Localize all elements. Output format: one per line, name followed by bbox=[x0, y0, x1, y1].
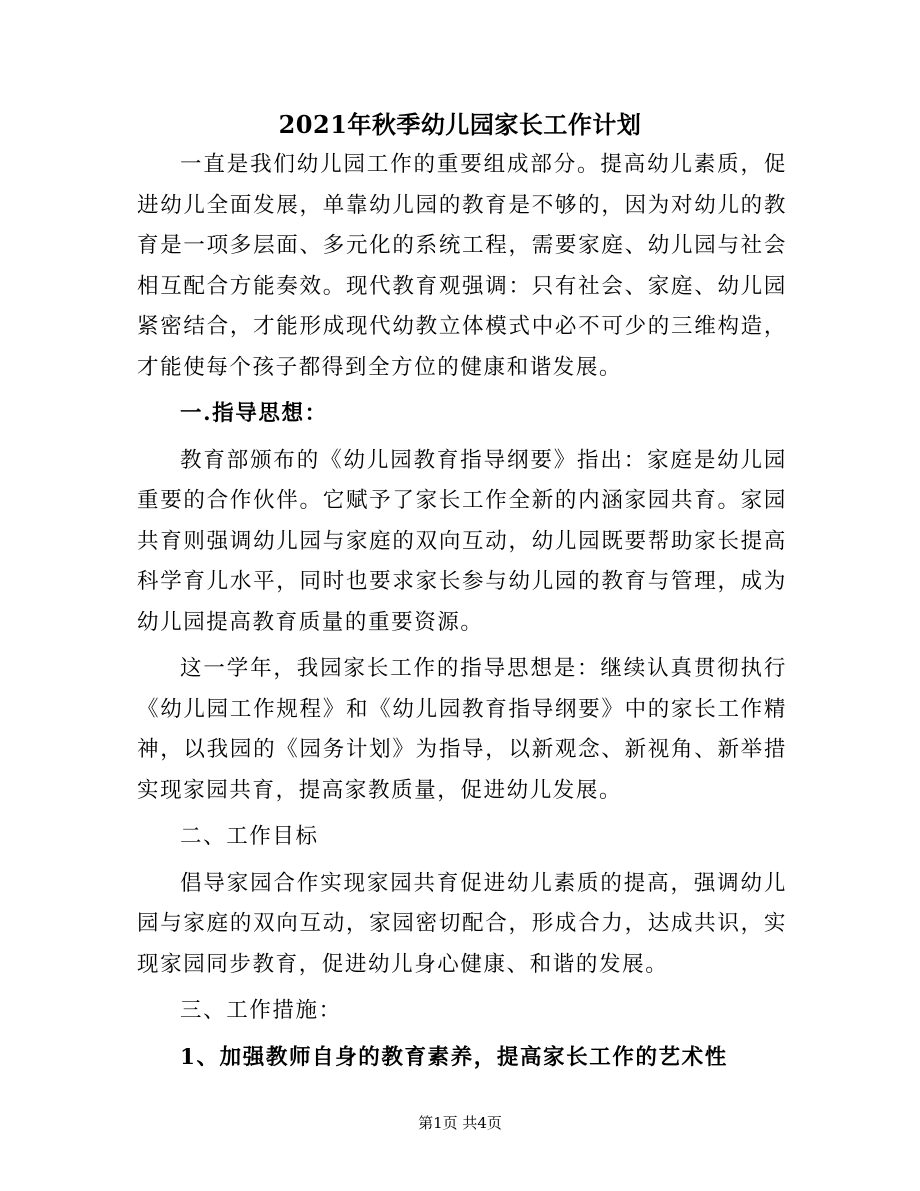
section-heading-work-measures: 三、工作措施： bbox=[180, 998, 342, 1023]
subheading-measure-1: 1、加强教师自身的教育素养，提高家长工作的艺术性 bbox=[180, 1044, 728, 1070]
guiding-ideology-paragraph-1: 教育部颁布的《幼儿园教育指导纲要》指出：家庭是幼儿园重要的合作伙伴。它赋予了家长工作全新的内涵家园共育。家园共育则强调幼儿园与家庭的双向互动，幼儿园既要帮助家长提高科学育儿水平，同时也要求家长参与幼儿园的教育与管理，成为幼儿园提高教育质量的重要资源。 bbox=[137, 447, 787, 635]
page-footer: 第1页 共4页 bbox=[418, 1114, 502, 1132]
document-body bbox=[137, 145, 787, 1078]
intro-paragraph: 一直是我们幼儿园工作的重要组成部分。提高幼儿素质，促进幼儿全面发展，单靠幼儿园的教育是不够的，因为对幼儿的教育是一项多层面、多元化的系统工程，需要家庭、幼儿园与社会相互配合方能奏效。现代教育观强调：只有社会、家庭、幼儿园紧密结合，才能形成现代幼教立体模式中必不可少的三维构造，才能使每个孩子都得到全方位的健康和谐发展。 bbox=[137, 152, 787, 380]
document-title: 2021年秋季幼儿园家长工作计划 bbox=[278, 110, 642, 139]
section-heading-work-goals: 二、工作目标 bbox=[180, 824, 319, 849]
work-goals-paragraph: 倡导家园合作实现家园共育促进幼儿素质的提高，强调幼儿园与家庭的双向互动，家园密切配合，形成合力，达成共识，实现家园同步教育，促进幼儿身心健康、和谐的发展。 bbox=[137, 870, 787, 977]
section-heading-guiding-ideology: 一.指导思想： bbox=[180, 401, 328, 426]
guiding-ideology-paragraph-2: 这一学年，我园家长工作的指导思想是：继续认真贯彻执行《幼儿园工作规程》和《幼儿园教育指导纲要》中的家长工作精神，以我园的《园务计划》为指导，以新观念、新视角、新举措实现家园共育，提高家教质量，促进幼儿发展。 bbox=[137, 656, 787, 803]
